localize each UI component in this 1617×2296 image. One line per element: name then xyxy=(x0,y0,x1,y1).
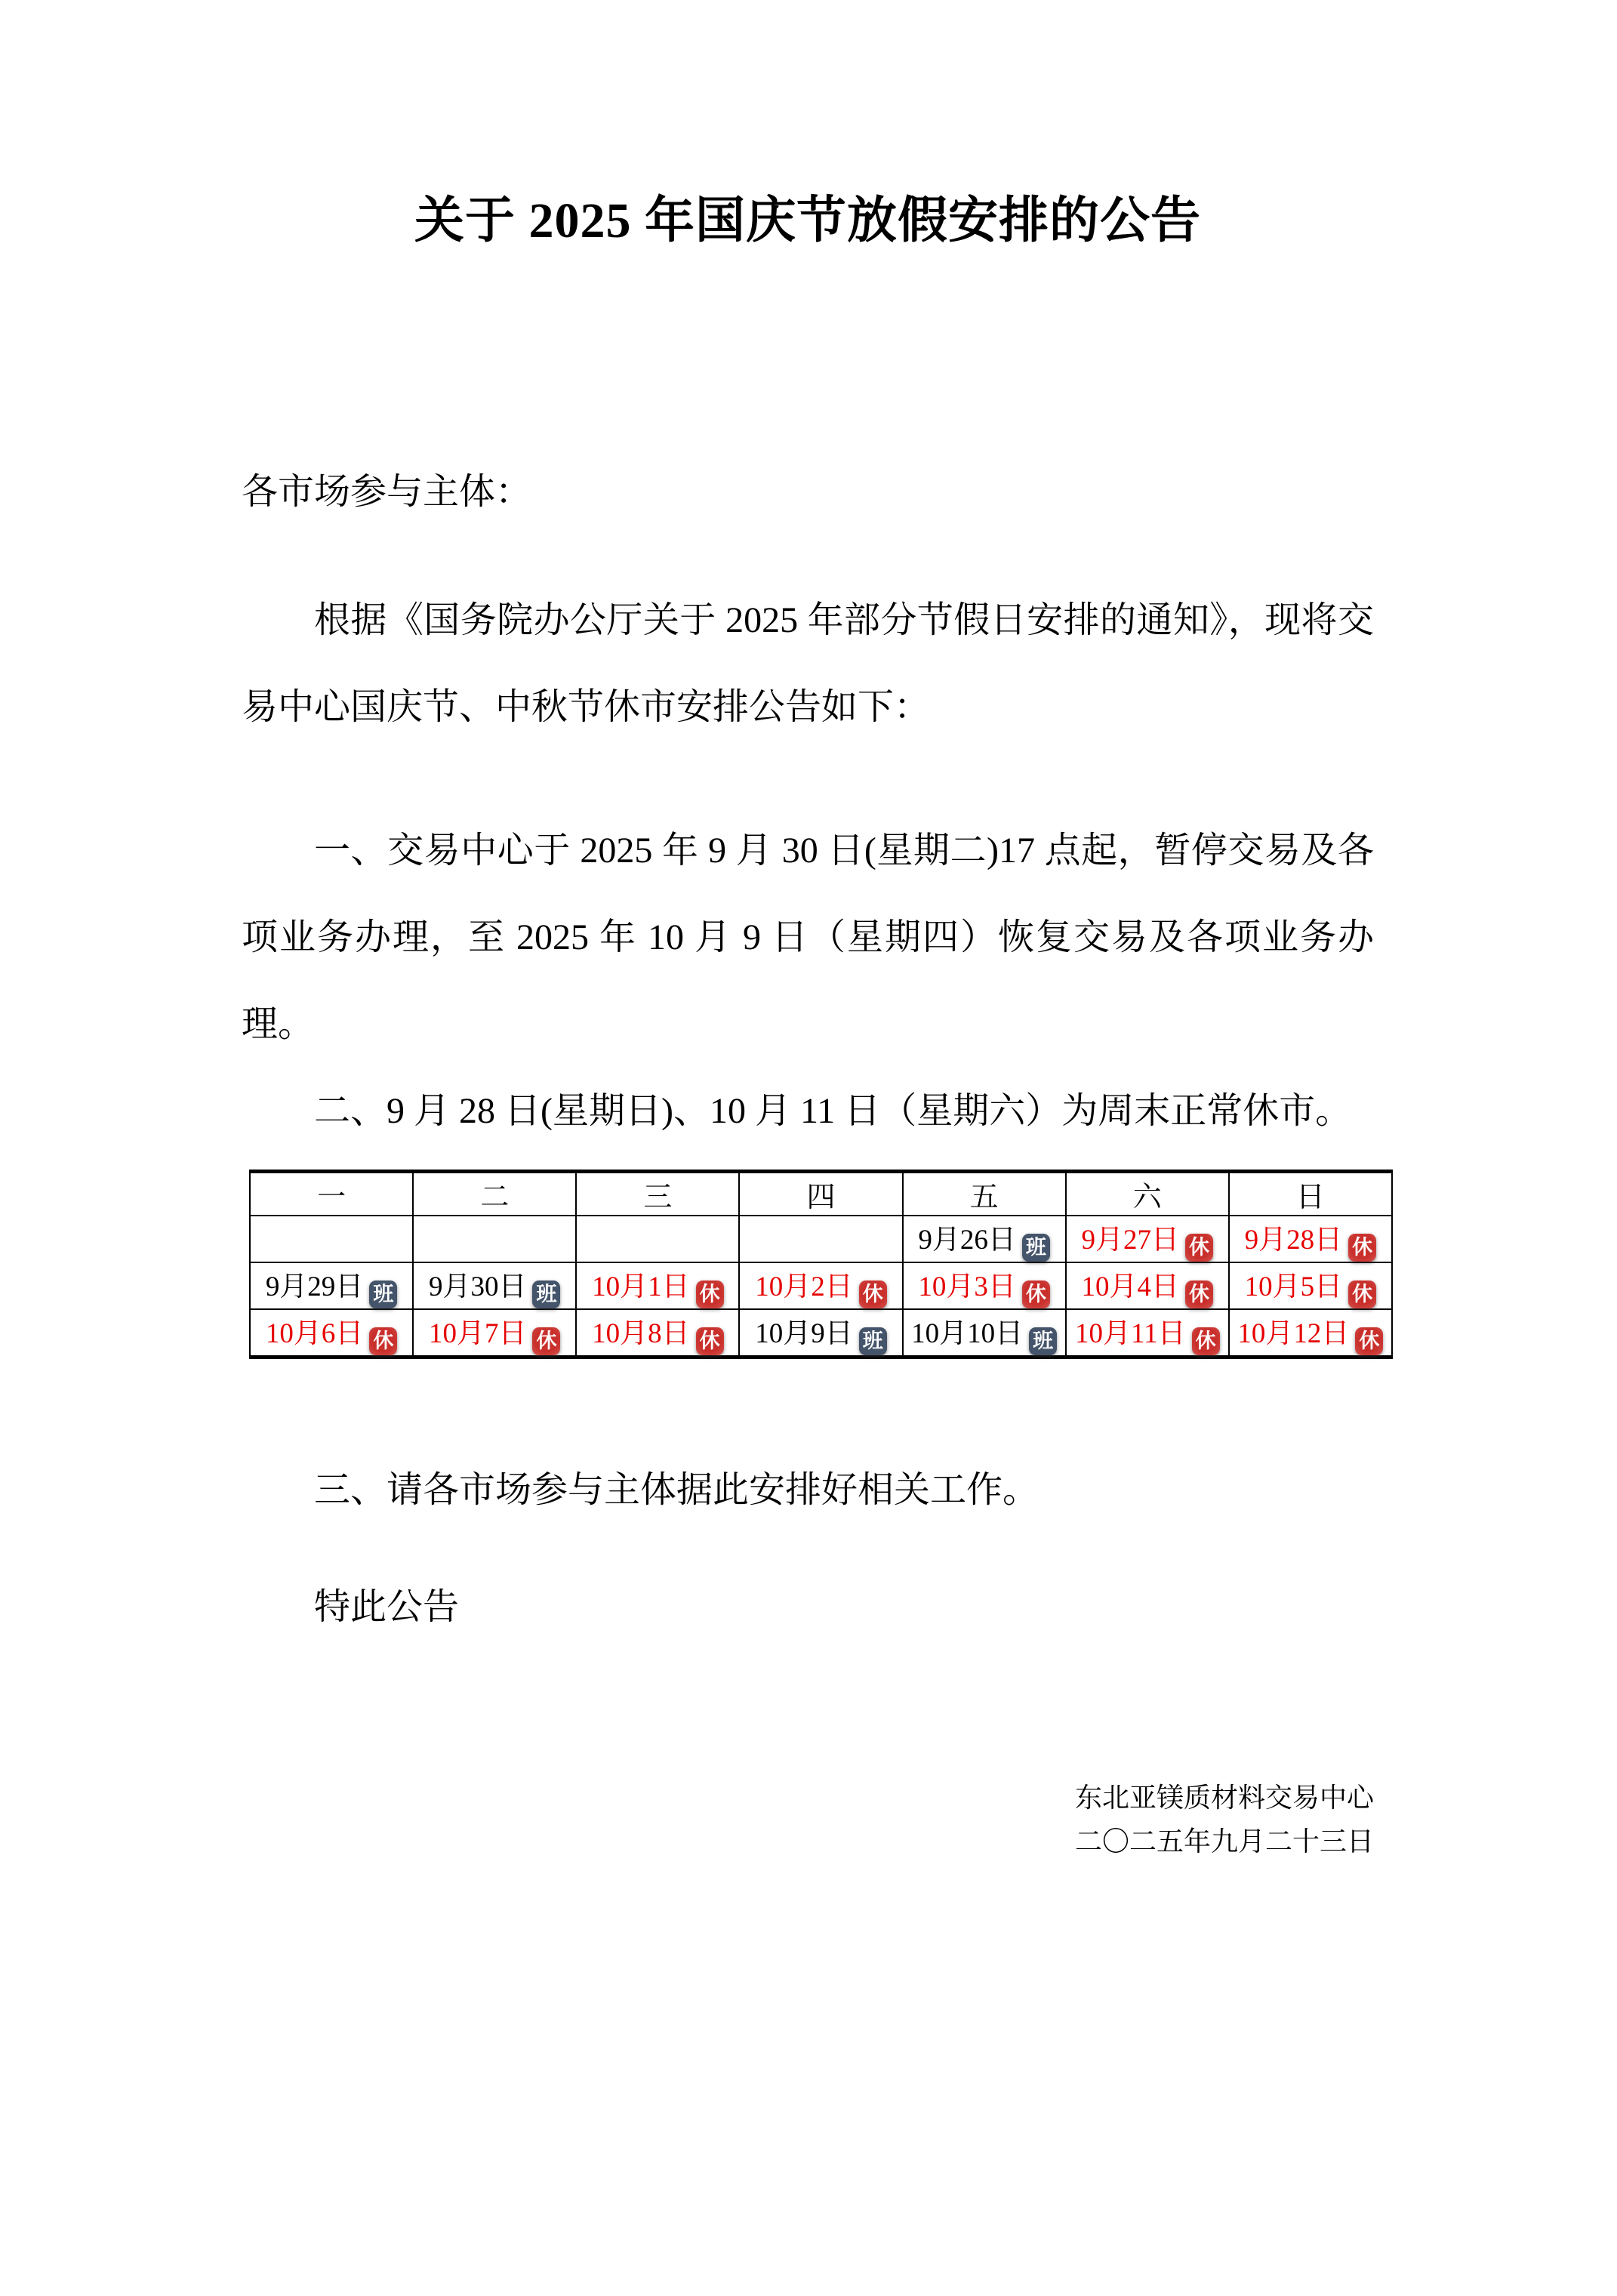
calendar-day-header: 日 xyxy=(1229,1171,1392,1216)
status-badge: 班 xyxy=(859,1327,887,1355)
status-badge: 休 xyxy=(1022,1281,1050,1308)
calendar-day-header: 二 xyxy=(413,1171,576,1216)
calendar-cell xyxy=(739,1262,902,1309)
status-badge: 休 xyxy=(696,1327,724,1355)
date-label: 10月9日 xyxy=(755,1318,853,1349)
date-label: 9月27日 xyxy=(1081,1224,1180,1256)
paragraph-closing: 特此公告 xyxy=(314,1586,460,1627)
status-badge: 休 xyxy=(1355,1327,1383,1355)
status-badge: 班 xyxy=(369,1281,397,1308)
signature-org: 东北亚镁质材料交易中心 xyxy=(1074,1782,1374,1813)
calendar-cell xyxy=(739,1216,902,1262)
status-badge: 休 xyxy=(1185,1234,1213,1262)
document-title: 关于 2025 年国庆节放假安排的公告 xyxy=(414,193,1201,248)
calendar-cell xyxy=(413,1262,576,1309)
calendar-day-header: 三 xyxy=(576,1171,739,1216)
calendar-cell xyxy=(576,1309,739,1358)
salutation: 各市场参与主体： xyxy=(242,471,532,512)
date-label: 10月10日 xyxy=(911,1318,1024,1349)
status-badge: 班 xyxy=(1022,1234,1050,1262)
status-badge: 休 xyxy=(1192,1327,1220,1355)
paragraph-item-2: 二、9 月 28 日(星期日)、10 月 11 日（星期六）为周末正常休市。 xyxy=(314,1090,1352,1131)
date-label: 10月2日 xyxy=(755,1271,853,1302)
calendar-cell xyxy=(1066,1262,1229,1309)
paragraph-item-3: 三、请各市场参与主体据此安排好相关工作。 xyxy=(314,1469,1040,1510)
calendar-cell xyxy=(1229,1216,1392,1262)
calendar-cell xyxy=(576,1262,739,1309)
calendar-day-header: 六 xyxy=(1066,1171,1229,1216)
calendar-day-header: 一 xyxy=(250,1171,413,1216)
date-label: 10月7日 xyxy=(428,1318,527,1349)
status-badge: 班 xyxy=(1029,1327,1057,1355)
calendar-week-row xyxy=(250,1216,1392,1262)
calendar-cell xyxy=(903,1262,1066,1309)
date-label: 10月5日 xyxy=(1244,1271,1343,1302)
calendar-cell xyxy=(250,1262,413,1309)
status-badge: 休 xyxy=(369,1327,397,1355)
calendar-cell xyxy=(576,1216,739,1262)
status-badge: 休 xyxy=(696,1281,724,1308)
status-badge: 休 xyxy=(532,1327,560,1355)
calendar-week-row xyxy=(250,1262,1392,1309)
status-badge: 休 xyxy=(1348,1281,1376,1308)
calendar-day-header: 四 xyxy=(739,1171,902,1216)
status-badge: 休 xyxy=(1185,1281,1213,1308)
calendar-header-row xyxy=(250,1171,1392,1216)
date-label: 10月4日 xyxy=(1081,1271,1180,1302)
date-label: 10月1日 xyxy=(592,1271,690,1302)
calendar-week-row xyxy=(250,1309,1392,1358)
signature-date: 二〇二五年九月二十三日 xyxy=(1074,1826,1374,1857)
signature-block xyxy=(242,1776,1374,1863)
date-label: 9月30日 xyxy=(428,1271,527,1302)
date-label: 9月28日 xyxy=(1244,1224,1343,1256)
calendar-cell xyxy=(903,1216,1066,1262)
calendar-cell xyxy=(1066,1216,1229,1262)
calendar-cell xyxy=(739,1309,902,1358)
calendar-day-header: 五 xyxy=(903,1171,1066,1216)
holiday-calendar-table xyxy=(249,1170,1393,1359)
calendar-cell xyxy=(250,1309,413,1358)
date-label: 10月11日 xyxy=(1074,1318,1186,1349)
calendar-cell xyxy=(903,1309,1066,1358)
date-label: 10月6日 xyxy=(265,1318,364,1349)
paragraph-item-1: 一、交易中心于 2025 年 9 月 30 日(星期二)17 点起，暂停交易及各项业务办理，至 2025 年 10 月 9 日（星期四）恢复交易及各项业务办理。 xyxy=(242,830,1374,1044)
date-label: 10月8日 xyxy=(592,1318,690,1349)
date-label: 9月29日 xyxy=(265,1271,364,1302)
status-badge: 休 xyxy=(859,1281,887,1308)
calendar-cell xyxy=(250,1216,413,1262)
calendar-cell xyxy=(1066,1309,1229,1358)
calendar-cell xyxy=(1229,1309,1392,1358)
calendar-cell xyxy=(413,1216,576,1262)
document-body xyxy=(242,0,1380,1863)
date-label: 10月12日 xyxy=(1237,1318,1350,1349)
status-badge: 班 xyxy=(532,1281,560,1308)
date-label: 9月26日 xyxy=(918,1224,1016,1256)
paragraph-intro: 根据《国务院办公厅关于 2025 年部分节假日安排的通知》，现将交易中心国庆节、中秋节休市安排公告如下： xyxy=(242,599,1374,727)
calendar-cell xyxy=(413,1309,576,1358)
calendar-cell xyxy=(1229,1262,1392,1309)
status-badge: 休 xyxy=(1348,1234,1376,1262)
date-label: 10月3日 xyxy=(918,1271,1016,1302)
